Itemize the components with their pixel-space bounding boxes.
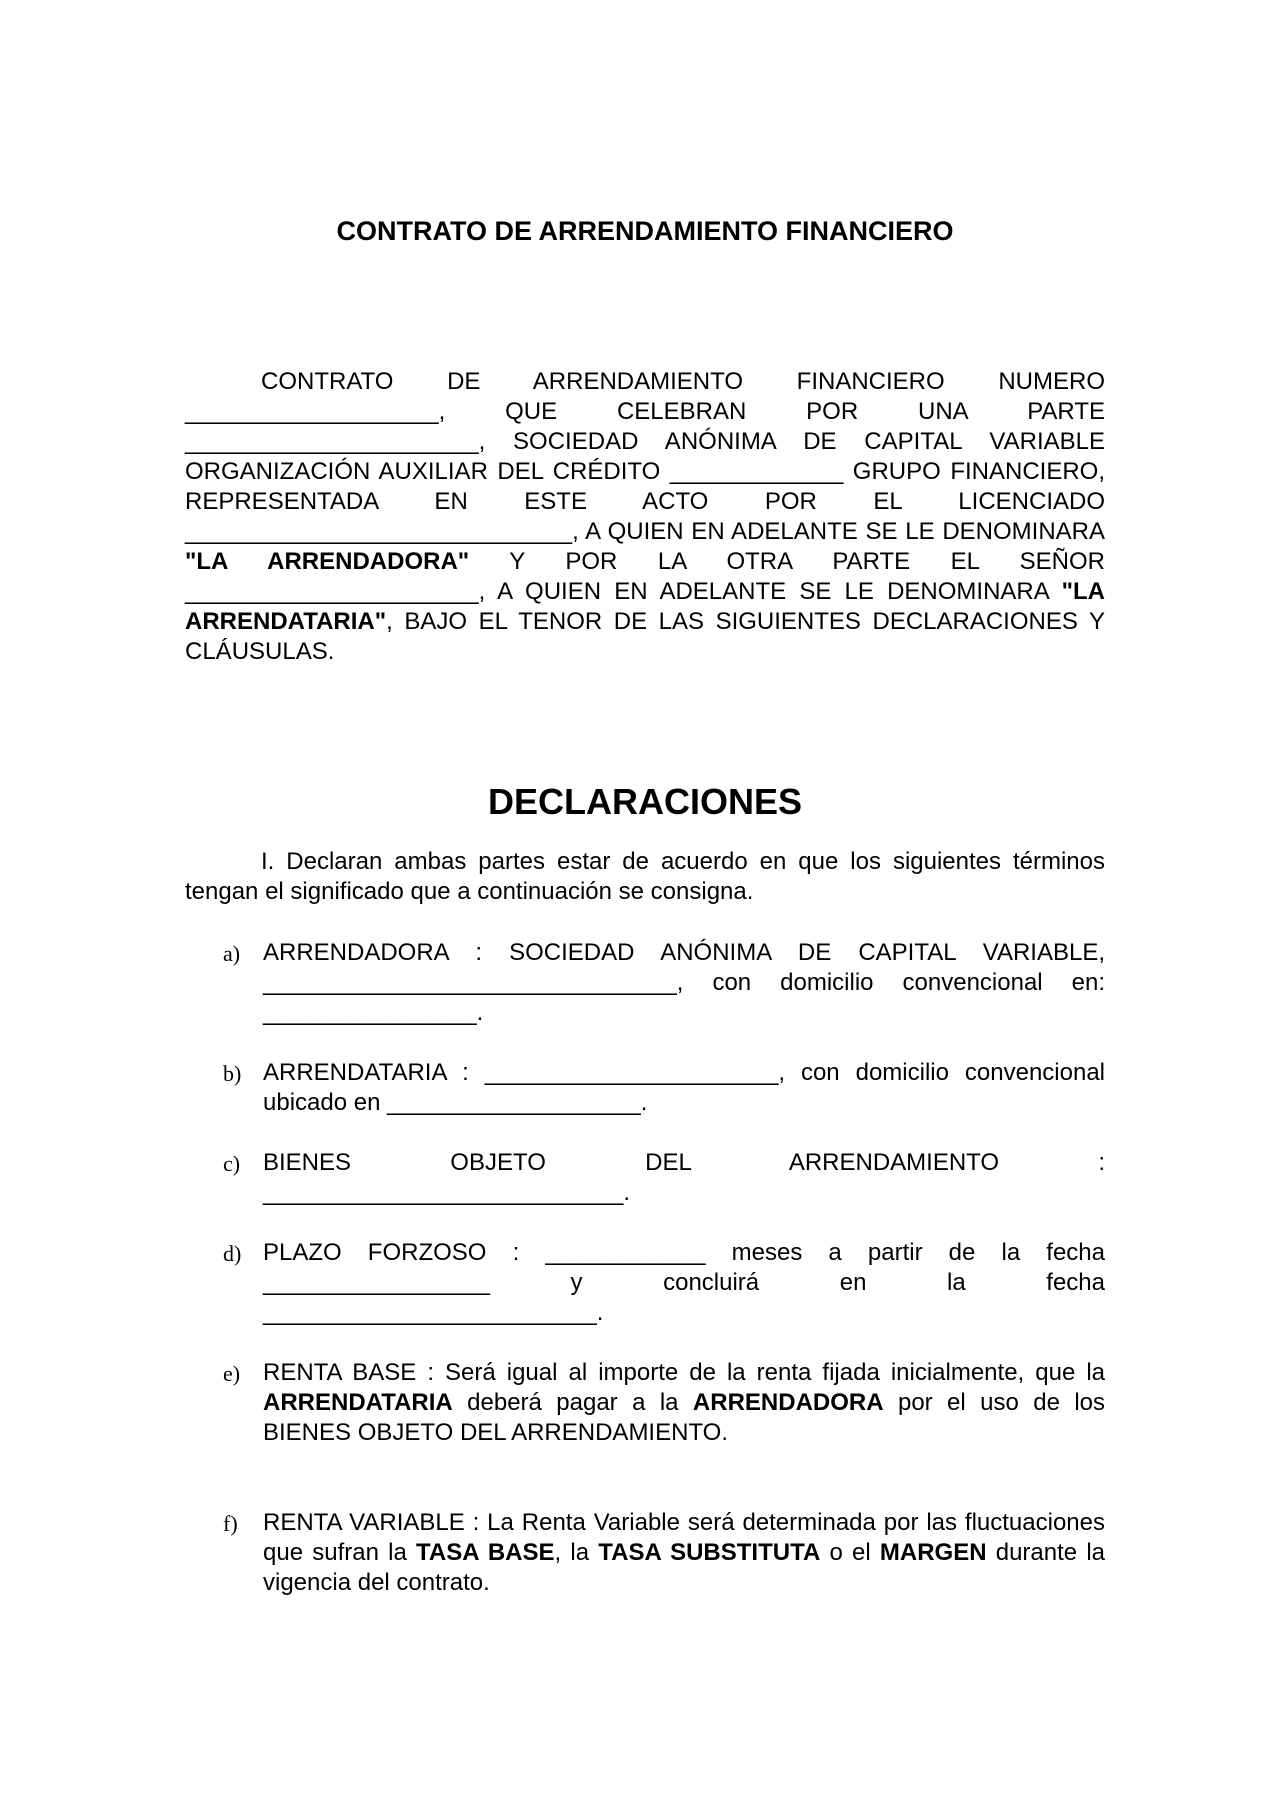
item-text-part: deberá pagar a la — [452, 1389, 693, 1416]
term-margen: MARGEN — [879, 1539, 987, 1566]
intro-arrendadora-term: "LA ARRENDADORA" — [185, 548, 470, 575]
intro-text-3: , BAJO EL TENOR DE LAS SIGUIENTES DECLARACIONES Y CLÁUSULAS. — [185, 608, 1105, 665]
term-tasa-base: TASA BASE — [415, 1539, 555, 1566]
item-text — [263, 1508, 1105, 1598]
item-line: PLAZO FORZOSO : ____________ meses a partir de la fecha — [263, 1239, 1105, 1266]
item-line: _________________ y concluirá en la fecha — [263, 1269, 1105, 1296]
item-text-part: , la — [554, 1539, 599, 1566]
intro-text-1: CONTRATO DE ARRENDAMIENTO FINANCIERO NUMERO ___________________, QUE CELEBRAN POR UNA PARTE ______________________, SOCIEDAD ANÓNIMA DE CAPITAL VARIABLE ORGANIZACIÓN AUXILIAR DEL CRÉDITO _____________ GRUPO FINANCIERO, REPRESENTADA EN ESTE ACTO POR EL LICENCIADO _____________________________, A QUIEN EN ADELANTE SE LE DENOMINARA — [185, 368, 1105, 545]
item-text-part: por el uso de los BIENES OBJETO DEL ARRENDAMIENTO. — [263, 1389, 1106, 1446]
item-text-part: o el — [820, 1539, 880, 1566]
item-line: ___________________________. — [263, 1179, 631, 1206]
item-letter: f) — [223, 1511, 238, 1536]
item-line: BIENES OBJETO DEL ARRENDAMIENTO : — [263, 1149, 1105, 1176]
declarations-heading: DECLARACIONES — [487, 781, 802, 822]
item-text — [263, 1358, 1105, 1448]
item-text — [263, 1238, 1105, 1328]
item-text: ARRENDADORA : SOCIEDAD ANÓNIMA DE CAPITAL VARIABLE, _______________________________, con domicilio convencional en: ________________. — [263, 939, 1105, 1026]
declarations-intro: I. Declaran ambas partes estar de acuerdo en que los siguientes términos tengan el significado que a continuación se consigna. — [185, 848, 1105, 905]
item-letter: a) — [223, 941, 241, 966]
document-title: CONTRATO DE ARRENDAMIENTO FINANCIERO — [336, 216, 954, 246]
item-text: ARRENDATARIA : ______________________, con domicilio convencional ubicado en ___________________. — [263, 1059, 1105, 1116]
item-letter: b) — [223, 1061, 242, 1086]
term-tasa-substituta: TASA SUBSTITUTA — [598, 1539, 821, 1566]
item-text-part: durante la vigencia del contrato. — [263, 1539, 1105, 1596]
term-arrendadora: ARRENDADORA — [692, 1389, 884, 1416]
intro-paragraph — [185, 367, 1105, 667]
item-letter: c) — [223, 1151, 241, 1176]
intro-text-2: Y POR LA OTRA PARTE EL SEÑOR ______________________, A QUIEN EN ADELANTE SE LE DENOMINARA — [185, 548, 1105, 605]
item-text — [263, 1148, 1105, 1208]
intro-arrendataria-term: "LA ARRENDATARIA" — [185, 578, 1105, 635]
item-letter: e) — [223, 1361, 241, 1386]
item-text-part: RENTA VARIABLE : La Renta Variable será determinada por las fluctuaciones que sufran la — [263, 1509, 1105, 1566]
item-text-part: RENTA BASE : Será igual al importe de la renta fijada inicialmente, que la — [263, 1359, 1105, 1386]
term-arrendataria: ARRENDATARIA — [263, 1389, 453, 1416]
item-line: _________________________. — [263, 1299, 604, 1326]
item-letter: d) — [223, 1241, 242, 1266]
